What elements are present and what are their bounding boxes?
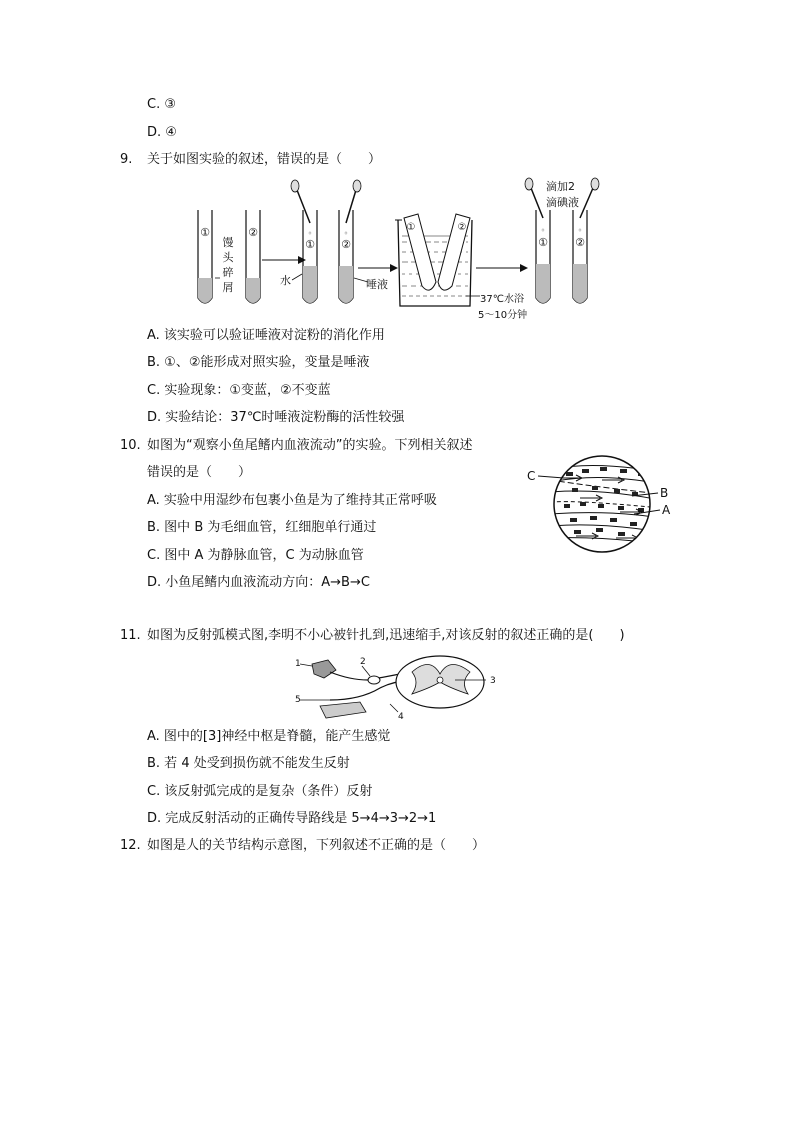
q11-stem: 如图为反射弧模式图,李明不小心被针扎到,迅速缩手,对该反射的叙述正确的是( ) <box>147 628 625 643</box>
q12-number: 12. <box>120 838 141 853</box>
reflex-label-2: 2 <box>360 657 366 667</box>
svg-text:◦: ◦ <box>343 229 349 238</box>
label-b: B <box>660 486 669 500</box>
svg-text:①: ① <box>406 222 416 233</box>
reflex-label-3: 3 <box>490 676 496 686</box>
q11-option-a: A. 图中的[3]神经中枢是脊髓，能产生感觉 <box>147 729 391 744</box>
svg-text:①: ① <box>538 236 548 249</box>
svg-text:◦: ◦ <box>540 226 546 235</box>
q8-option-c: C. ③ <box>147 97 176 112</box>
test-tube-1-water <box>291 180 317 303</box>
reflex-label-1: 1 <box>295 659 301 669</box>
q10-stem-line2: 错误的是（ ） <box>147 465 252 480</box>
svg-text:◦: ◦ <box>577 226 583 235</box>
q9-experiment-figure <box>190 178 610 328</box>
q9-stem: 关于如图实验的叙述，错误的是（ ） <box>147 152 382 167</box>
svg-text:②: ② <box>457 222 467 233</box>
svg-text:①: ① <box>200 226 210 239</box>
q11-option-c: C. 该反射弧完成的是复杂（条件）反射 <box>147 784 373 799</box>
q10-option-d: D. 小鱼尾鳍内血液流动方向：A→B→C <box>147 575 370 590</box>
q9-number: 9. <box>120 152 133 167</box>
svg-text:②: ② <box>341 238 351 251</box>
svg-text:②: ② <box>575 236 585 249</box>
q11-reflex-arc-figure <box>290 652 510 722</box>
q8-option-d: D. ④ <box>147 125 177 140</box>
svg-text:②: ② <box>248 226 258 239</box>
water-bath-beaker <box>395 214 472 306</box>
saliva-label: 唾液 <box>366 278 388 291</box>
q10-option-a: A. 实验中用湿纱布包裹小鱼是为了维持其正常呼吸 <box>147 493 437 508</box>
q10-stem-line1: 如图为“观察小鱼尾鳍内血液流动”的实验。下列相关叙述 <box>147 438 473 453</box>
iodine-label-2: 滴碘液 <box>546 196 579 209</box>
q9-option-a: A. 该实验可以验证唾液对淀粉的消化作用 <box>147 328 385 343</box>
q12-stem: 如图是人的关节结构示意图，下列叙述不正确的是（ ） <box>147 838 486 853</box>
water-label: 水 <box>280 274 291 287</box>
test-tube-1-initial <box>198 210 212 303</box>
mantou-label-2: 头 <box>222 251 234 264</box>
q9-option-d: D. 实验结论：37℃时唾液淀粉酶的活性较强 <box>147 410 405 425</box>
q11-option-d: D. 完成反射活动的正确传导路线是 5→4→3→2→1 <box>147 811 437 826</box>
iodine-label-1: 滴加2 <box>546 180 575 193</box>
bath-label-2: 5～10分钟 <box>478 310 528 321</box>
svg-text:◦: ◦ <box>307 229 313 238</box>
q10-number: 10. <box>120 438 141 453</box>
label-a: A <box>662 503 671 517</box>
svg-text:①: ① <box>305 238 315 251</box>
q10-option-b: B. 图中 B 为毛细血管，红细胞单行通过 <box>147 520 377 535</box>
q9-option-b: B. ①、②能形成对照实验，变量是唾液 <box>147 355 370 370</box>
q10-fish-tail-figure <box>520 452 680 562</box>
mantou-label-1: 馒 <box>222 236 234 249</box>
label-c: C <box>527 469 536 483</box>
q10-option-c: C. 图中 A 为静脉血管，C 为动脉血管 <box>147 548 364 563</box>
bath-label-1: 37℃水浴 <box>480 294 524 305</box>
reflex-label-5: 5 <box>295 695 301 705</box>
mantou-label-4: 屑 <box>222 281 234 294</box>
q11-number: 11. <box>120 628 141 643</box>
q9-option-c: C. 实验现象：①变蓝，②不变蓝 <box>147 383 331 398</box>
test-tube-2-saliva <box>339 180 361 303</box>
mantou-label-3: 碎 <box>222 266 234 279</box>
test-tube-2-initial <box>246 210 260 303</box>
q11-option-b: B. 若 4 处受到损伤就不能发生反射 <box>147 756 350 771</box>
reflex-label-4: 4 <box>398 712 404 722</box>
